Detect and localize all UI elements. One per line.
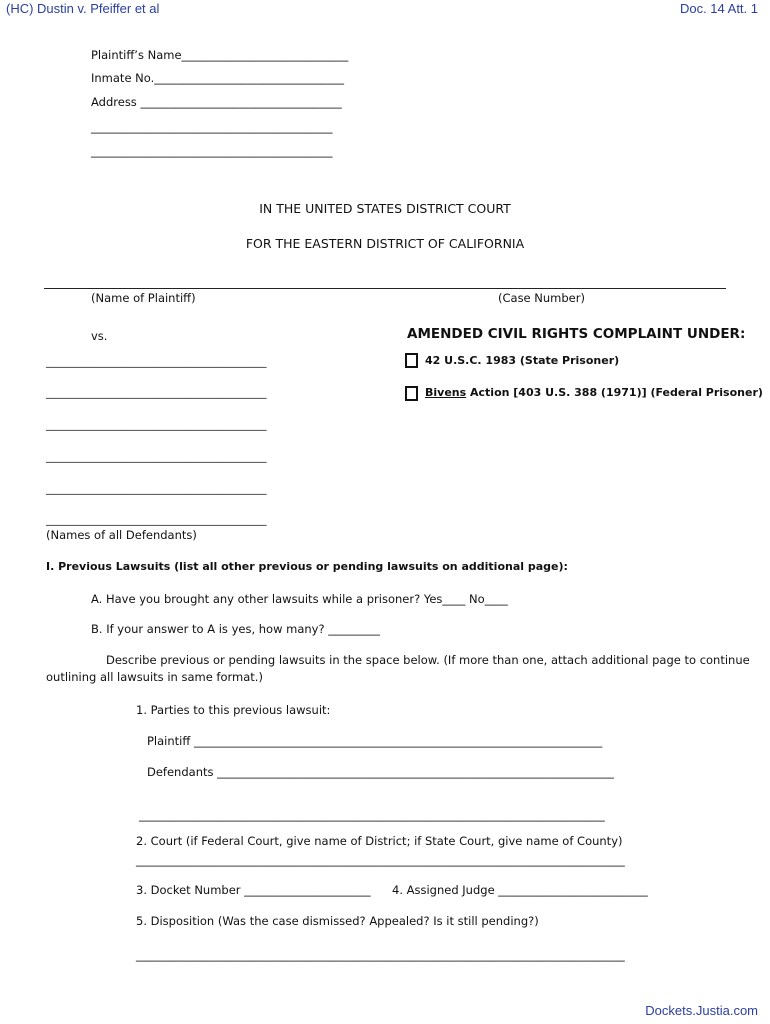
court-district: FOR THE EASTERN DISTRICT OF CALIFORNIA bbox=[245, 236, 525, 251]
court-title: IN THE UNITED STATES DISTRICT COURT bbox=[259, 201, 511, 216]
address-line-2: __________________________________________ bbox=[91, 120, 333, 134]
defendant-line: __________________________________________ bbox=[46, 514, 267, 526]
versus-label: vs. bbox=[91, 329, 108, 343]
caption-rule bbox=[44, 288, 726, 289]
defendant-line: __________________________________________ bbox=[46, 451, 267, 463]
disposition-question: 5. Disposition (Was the case dismissed? Appealed? Is it still pending?) bbox=[136, 914, 539, 928]
defendant-line: __________________________________________ bbox=[46, 387, 267, 399]
previous-defendants-extra-line: _________________________________________________________________________________ bbox=[139, 808, 605, 822]
document-reference-link[interactable]: Doc. 14 Att. 1 bbox=[679, 1, 758, 16]
previous-plaintiff-line: Plaintiff _______________________________________________________________________ bbox=[147, 734, 603, 748]
disposition-answer-line: _____________________________________________________________________________________ bbox=[136, 948, 625, 962]
case-number-label: (Case Number) bbox=[498, 291, 585, 305]
state-prisoner-checkbox[interactable] bbox=[405, 353, 418, 368]
question-a: A. Have you brought any other lawsuits while a prisoner? Yes____ No____ bbox=[91, 592, 508, 606]
justia-source-link[interactable]: Dockets.Justia.com bbox=[645, 1003, 758, 1018]
court-question: 2. Court (if Federal Court, give name of District; if State Court, give name of County) bbox=[136, 834, 623, 848]
bivens-action-text: Action [403 U.S. 388 (1971)] (Federal Prisoner) bbox=[466, 386, 763, 399]
court-answer-line: _____________________________________________________________________________________ bbox=[136, 853, 625, 867]
case-title-link[interactable]: (HC) Dustin v. Pfeiffer et al bbox=[6, 1, 160, 16]
describe-instructions-continued: outlining all lawsuits in same format.) bbox=[46, 670, 263, 684]
names-of-defendants-label: (Names of all Defendants) bbox=[46, 528, 197, 542]
bivens-label: Bivens bbox=[425, 386, 467, 399]
federal-prisoner-option-label bbox=[425, 386, 763, 399]
address-field: Address ___________________________________ bbox=[91, 95, 342, 109]
question-b: B. If your answer to A is yes, how many? _________ bbox=[91, 622, 380, 636]
plaintiff-name-field: Plaintiff’s Name_____________________________ bbox=[91, 48, 349, 62]
complaint-title: AMENDED CIVIL RIGHTS COMPLAINT UNDER: bbox=[407, 326, 746, 342]
defendant-line: __________________________________________ bbox=[46, 356, 267, 368]
federal-prisoner-checkbox[interactable] bbox=[405, 386, 418, 401]
defendant-line: __________________________________________ bbox=[46, 419, 267, 431]
parties-label: 1. Parties to this previous lawsuit: bbox=[136, 703, 331, 717]
previous-defendants-line: Defendants _____________________________________________________________________ bbox=[147, 765, 614, 779]
assigned-judge-field: 4. Assigned Judge __________________________ bbox=[392, 883, 648, 897]
previous-lawsuits-heading: I. Previous Lawsuits (list all other previous or pending lawsuits on additional page): bbox=[46, 560, 568, 573]
defendant-line: __________________________________________ bbox=[46, 483, 267, 495]
describe-instructions: Describe previous or pending lawsuits in the space below. (If more than one, attach additional page to continue bbox=[106, 653, 750, 667]
address-line-3: __________________________________________ bbox=[91, 144, 333, 158]
state-prisoner-option-label: 42 U.S.C. 1983 (State Prisoner) bbox=[425, 354, 620, 367]
inmate-number-field: Inmate No._________________________________ bbox=[91, 71, 345, 85]
name-of-plaintiff-label: (Name of Plaintiff) bbox=[91, 291, 196, 305]
docket-number-field: 3. Docket Number ______________________ bbox=[136, 883, 371, 897]
